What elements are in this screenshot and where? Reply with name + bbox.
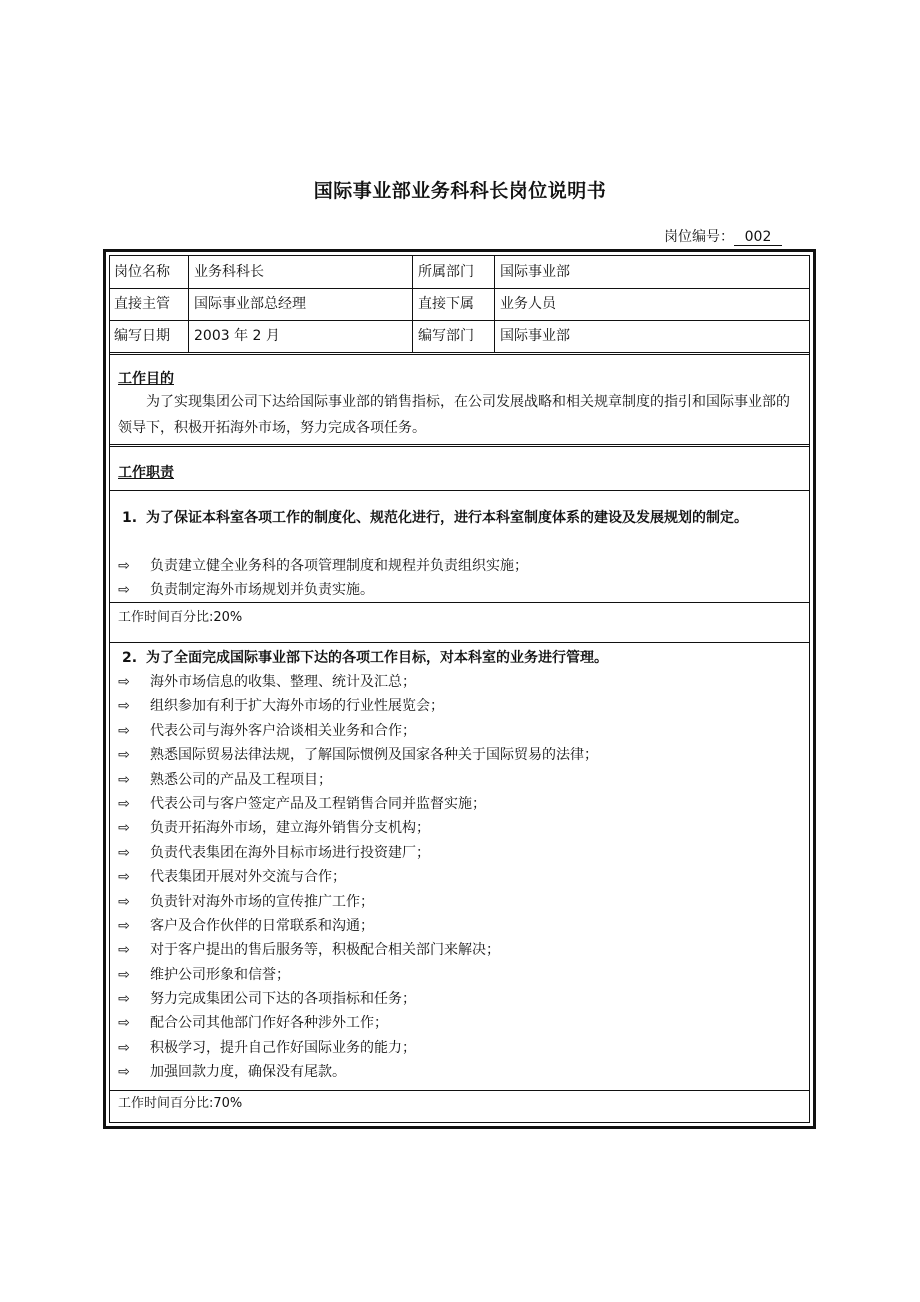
duty-2-bullets [116,670,803,1085]
info-block [110,256,809,352]
duty-item-1 [110,490,809,602]
list-item [116,768,803,792]
right-arrow-icon: ⇨ [118,1015,130,1032]
right-arrow-icon: ⇨ [118,942,130,959]
right-arrow-icon: ⇨ [118,698,130,715]
duty-1-heading [122,506,803,530]
list-item-text: 负责代表集团在海外目标市场进行投资建厂； [150,844,430,861]
duties-title: 工作职责 [118,465,174,481]
right-arrow-icon: ⇨ [118,558,130,574]
list-item [116,914,803,938]
label-author-dept: 编写部门 [418,328,474,344]
purpose-text: 为了实现集团公司下达给国际事业部的销售指标，在公司发展战略和相关规章制度的指引和国际事业部的领导下，积极开拓海外市场，努力完成各项任务。 [118,394,790,436]
document-title: 国际事业部业务科科长岗位说明书 [313,180,607,202]
list-item [116,816,803,840]
list-item [116,670,803,694]
list-item [116,792,803,816]
list-item-text: 负责建立健全业务科的各项管理制度和规程并负责组织实施； [150,558,528,574]
post-number-value: 002 [734,229,782,246]
list-item-text: 负责制定海外市场规划并负责实施。 [150,582,374,599]
right-arrow-icon: ⇨ [118,722,130,739]
duty-2-heading-text: 为了全面完成国际事业部下达的各项工作目标，对本科室的业务进行管理。 [146,650,608,666]
list-item-text: 维护公司形象和信誉； [150,966,290,983]
right-arrow-icon: ⇨ [118,771,130,788]
right-arrow-icon: ⇨ [118,966,130,983]
right-arrow-icon: ⇨ [118,844,130,861]
label-subordinate: 直接下属 [418,296,474,312]
list-item [116,1036,803,1060]
purpose-section [110,356,809,444]
right-arrow-icon: ⇨ [118,820,130,837]
list-item [116,1060,803,1084]
duty-item-2 [110,642,809,1090]
list-item-text: 积极学习，提升自己作好国际业务的能力； [150,1039,416,1056]
label-department: 所属部门 [418,264,474,280]
right-arrow-icon: ⇨ [118,893,130,910]
purpose-title: 工作目的 [118,371,174,387]
list-item [116,890,803,914]
label-post-name: 岗位名称 [114,264,170,280]
value-subordinate: 业务人员 [500,296,556,312]
duty-1-number: 1. [122,510,138,526]
list-item [116,694,803,718]
duty-2-percent-row [110,1090,809,1120]
value-author-dept: 国际事业部 [500,328,570,344]
list-item-text: 熟悉国际贸易法律法规，了解国际惯例及国家各种关于国际贸易的法律； [150,747,598,764]
label-supervisor: 直接主管 [114,296,170,312]
duty-2-heading [122,646,803,670]
label-date: 编写日期 [114,328,170,344]
right-arrow-icon: ⇨ [118,582,130,599]
list-item-text: 客户及合作伙伴的日常联系和沟通； [150,917,374,934]
right-arrow-icon: ⇨ [118,917,130,934]
right-arrow-icon: ⇨ [118,747,130,764]
job-description-table [103,249,816,1129]
value-post-name: 业务科科长 [194,264,264,280]
list-item-text: 负责开拓海外市场，建立海外销售分支机构； [150,820,430,837]
list-item-text: 代表集团开展对外交流与合作； [150,869,346,886]
value-supervisor: 国际事业部总经理 [194,296,306,312]
right-arrow-icon: ⇨ [118,869,130,886]
list-item-text: 负责针对海外市场的宣传推广工作； [150,893,374,910]
list-item [116,865,803,889]
value-department: 国际事业部 [500,264,570,280]
right-arrow-icon: ⇨ [118,674,130,690]
list-item [116,1011,803,1035]
duty-1-percent-row [110,602,809,642]
list-item-text: 对于客户提出的售后服务等，积极配合相关部门来解决； [150,942,500,959]
duties-section-header [110,448,809,490]
duty-2-percent: 工作时间百分比:70% [118,1096,243,1111]
value-date: 2003 年 2 月 [194,328,280,344]
list-item [116,938,803,962]
post-number [664,226,782,246]
list-item [116,743,803,767]
list-item-text: 努力完成集团公司下达的各项指标和任务； [150,991,416,1008]
list-item-text: 熟悉公司的产品及工程项目； [150,771,332,788]
list-item-text: 海外市场信息的收集、整理、统计及汇总； [150,674,416,690]
list-item [116,554,803,578]
right-arrow-icon: ⇨ [118,795,130,812]
post-number-label: 岗位编号： [664,229,734,245]
list-item [116,578,803,602]
list-item-text: 组织参加有利于扩大海外市场的行业性展览会； [150,698,444,715]
list-item [116,963,803,987]
duty-2-number: 2. [122,650,138,666]
list-item-text: 配合公司其他部门作好各种涉外工作； [150,1015,388,1032]
table-inner [109,255,810,1123]
list-item [116,841,803,865]
duty-1-heading-text: 为了保证本科室各项工作的制度化、规范化进行，进行本科室制度体系的建设及发展规划的制定。 [146,510,748,526]
list-item [116,987,803,1011]
duty-1-bullets [116,554,803,603]
list-item-text: 代表公司与客户签定产品及工程销售合同并监督实施； [150,795,486,812]
list-item-text: 代表公司与海外客户洽谈相关业务和合作； [150,722,416,739]
duty-1-percent: 工作时间百分比:20% [118,610,243,625]
list-item [116,719,803,743]
right-arrow-icon: ⇨ [118,991,130,1008]
right-arrow-icon: ⇨ [118,1064,130,1081]
right-arrow-icon: ⇨ [118,1039,130,1056]
list-item-text: 加强回款力度，确保没有尾款。 [150,1064,346,1081]
